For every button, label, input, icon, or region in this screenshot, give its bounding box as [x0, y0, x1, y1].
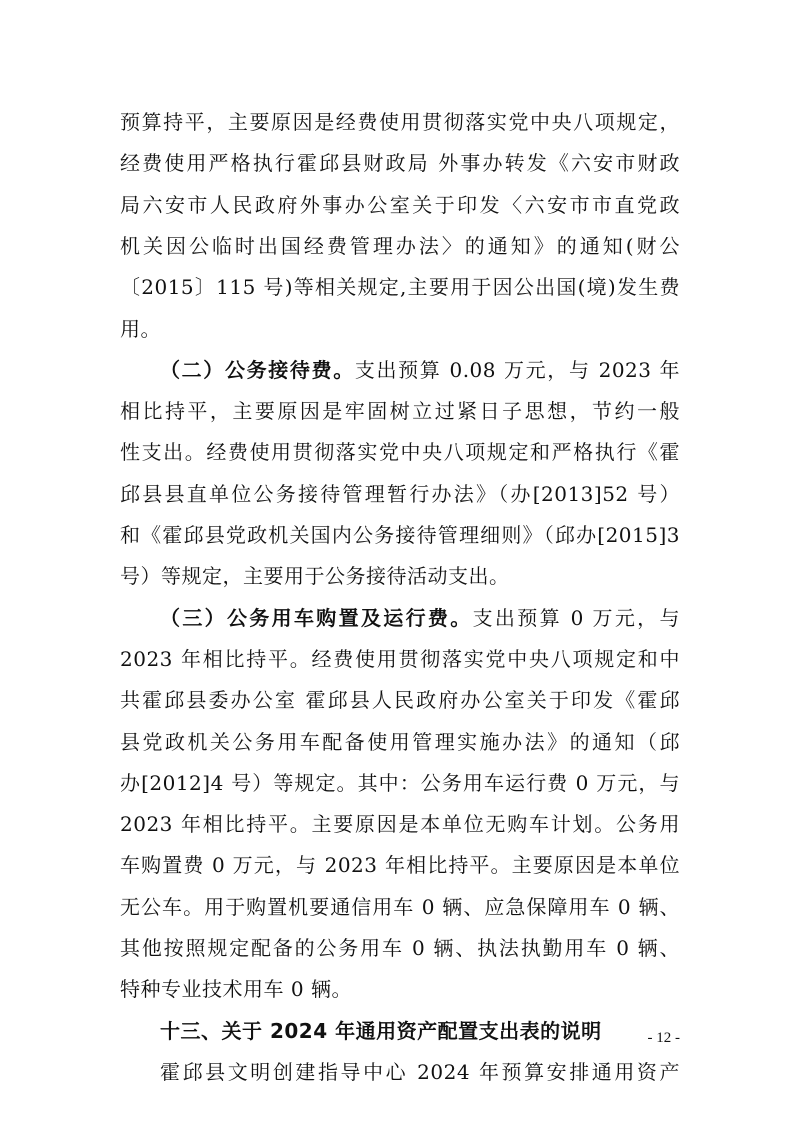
- text-line: 号）等规定，主要用于公务接待活动支出。: [120, 564, 510, 588]
- text-line: 局六安市人民政府外事办公室关于印发〈六安市市直党政: [120, 193, 680, 217]
- text-line: 经费使用严格执行霍邱县财政局 外事办转发《六安市财政: [120, 151, 680, 175]
- text-line: 邱县县直单位公务接待管理暂行办法》（办[2013]52 号）: [120, 482, 680, 506]
- text-span: 支出预算 0 万元，与: [472, 606, 680, 630]
- text-line: 性支出。经费使用贯彻落实党中央八项规定和严格执行《霍: [120, 440, 680, 464]
- text-line: 和《霍邱县党政机关国内公务接待管理细则》（邱办[2015]3: [120, 523, 680, 547]
- subsection-title: （三）公务用车购置及运行费。: [160, 606, 473, 630]
- text-line: 霍邱县文明创建指导中心 2024 年预算安排通用资产: [160, 1060, 680, 1084]
- text-line: 特种专业技术用车 0 辆。: [120, 977, 352, 1001]
- text-line: 相比持平，主要原因是牢固树立过紧日子思想，节约一般: [120, 399, 680, 423]
- text-line: 共霍邱县委办公室 霍邱县人民政府办公室关于印发《霍邱: [120, 688, 680, 712]
- subsection-title: （二）公务接待费。: [160, 358, 355, 382]
- text-line: 2023 年相比持平。主要原因是本单位无购车计划。公务用: [120, 812, 680, 836]
- paragraph-first-line: [160, 601, 680, 635]
- text-line: 县党政机关公务用车配备使用管理实施办法》的通知（邱: [120, 730, 680, 754]
- page-number: - 12 -: [647, 1030, 680, 1046]
- text-line: 车购置费 0 万元，与 2023 年相比持平。主要原因是本单位: [120, 853, 680, 877]
- text-line: 无公车。用于购置机要通信用车 0 辆、应急保障用车 0 辆、: [120, 895, 680, 919]
- text-line: 2023 年相比持平。经费使用贯彻落实党中央八项规定和中: [120, 647, 680, 671]
- paragraph-first-line: [160, 353, 680, 387]
- section-heading: 十三、关于 2024 年通用资产配置支出表的说明: [160, 1019, 602, 1043]
- text-line: 办[2012]4 号）等规定。其中：公务用车运行费 0 万元，与: [120, 771, 680, 795]
- text-line: 〔2015〕115 号)等相关规定,主要用于因公出国(境)发生费: [120, 275, 680, 299]
- text-span: 支出预算 0.08 万元，与 2023 年: [354, 358, 681, 382]
- text-line: 其他按照规定配备的公务用车 0 辆、执法执勤用车 0 辆、: [120, 936, 680, 960]
- text-line: 用。: [120, 317, 161, 341]
- text-line: 机关因公临时出国经费管理办法〉的通知》的通知(财公: [120, 234, 680, 258]
- text-line: 预算持平，主要原因是经费使用贯彻落实党中央八项规定，: [120, 110, 680, 134]
